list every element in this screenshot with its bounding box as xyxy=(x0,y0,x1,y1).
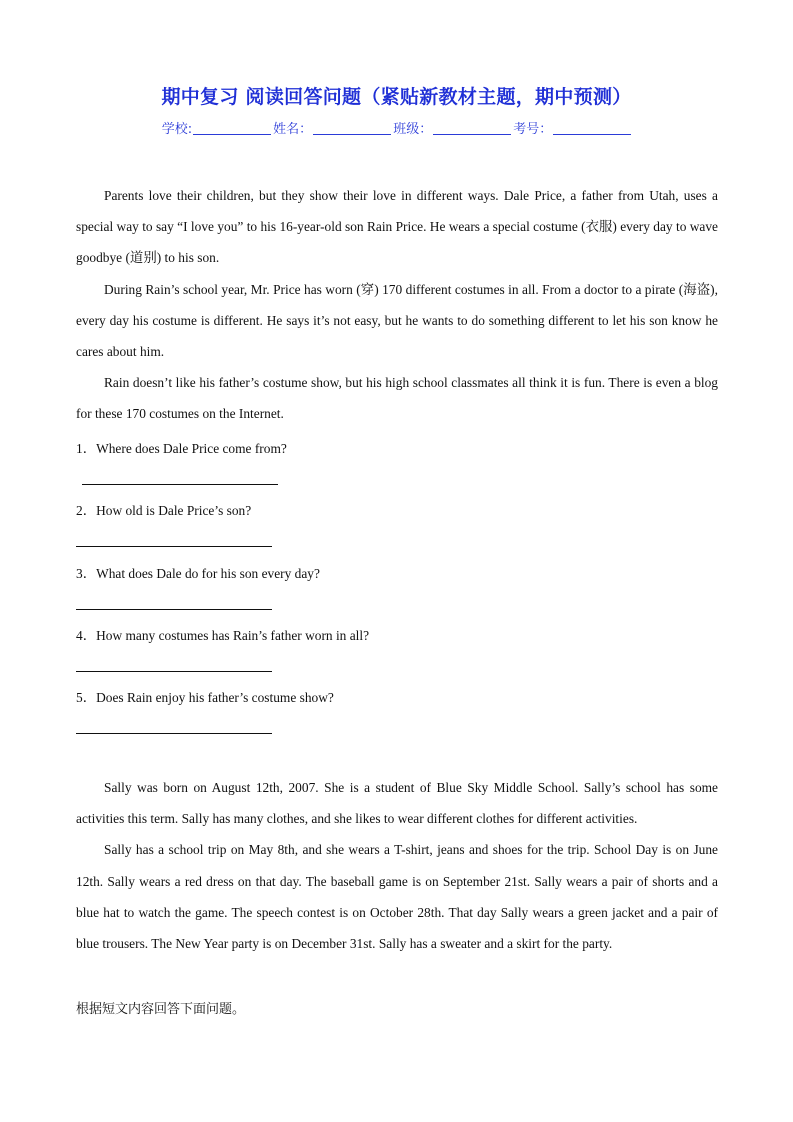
school-blank[interactable] xyxy=(193,122,271,135)
passage2-paragraph-2: Sally has a school trip on May 8th, and she wears a T-shirt, jeans and shoes for the trip. School Day is on June 12th. Sally wears a red dress on that day. The baseball game is on September 21st. Sally wears a pair of shorts and a blue hat to watch the game. The speech contest is on October 28th. That day Sally wears a green jacket and a pair of blue trousers. The New Year party is on December 31st. Sally has a sweater and a skirt for the party. xyxy=(76,842,718,952)
passage2-paragraph-1: Sally was born on August 12th, 2007. She is a student of Blue Sky Middle School. Sally’s school has some activities this term. Sally has many clothes, and she likes to wear different clothes for different activities. xyxy=(76,780,718,827)
answer-line-3[interactable] xyxy=(76,609,272,610)
class-label: 班级： xyxy=(393,122,433,137)
question-1: 1．Where does Dale Price come from? xyxy=(76,441,287,456)
question-2: 2．How old is Dale Price’s son? xyxy=(76,503,252,518)
answer-line-2[interactable] xyxy=(76,546,272,547)
question-3: 3．What does Dale do for his son every day? xyxy=(76,566,320,581)
student-info-line xyxy=(0,118,793,137)
answer-line-1[interactable] xyxy=(82,484,278,485)
name-blank[interactable] xyxy=(313,122,391,135)
instruction-text: 根据短文内容回答下面问题。 xyxy=(76,1002,246,1017)
school-label: 学校: xyxy=(161,122,193,137)
page-title: 期中复习 阅读回答问题（紧贴新教材主题，期中预测） xyxy=(161,86,632,108)
passage1-paragraph-1: Parents love their children, but they show their love in different ways. Dale Price, a father from Utah, uses a special way to say “I love you” to his 16-year-old son Rain Price. He wears a special costume (衣服) every day to wave goodbye (道别) to his son. xyxy=(76,188,718,266)
class-blank[interactable] xyxy=(433,122,511,135)
answer-line-4[interactable] xyxy=(76,671,272,672)
exam-number-label: 考号： xyxy=(513,122,553,137)
reading-passage-1 xyxy=(76,180,718,430)
answer-line-5[interactable] xyxy=(76,733,272,734)
passage1-paragraph-2: During Rain’s school year, Mr. Price has worn (穿) 170 different costumes in all. From a doctor to a pirate (海盗), every day his costume is different. He says it’s not easy, but he wants to do something different to let his son know he cares about him. xyxy=(76,281,718,360)
exam-number-blank[interactable] xyxy=(553,122,631,135)
name-label: 姓名： xyxy=(273,122,313,137)
question-5: 5．Does Rain enjoy his father’s costume show? xyxy=(76,690,334,705)
reading-passage-2 xyxy=(76,772,718,959)
question-4: 4．How many costumes has Rain’s father worn in all? xyxy=(76,628,370,643)
passage1-paragraph-3: Rain doesn’t like his father’s costume show, but his high school classmates all think it is fun. There is even a blog for these 170 costumes on the Internet. xyxy=(76,375,718,422)
